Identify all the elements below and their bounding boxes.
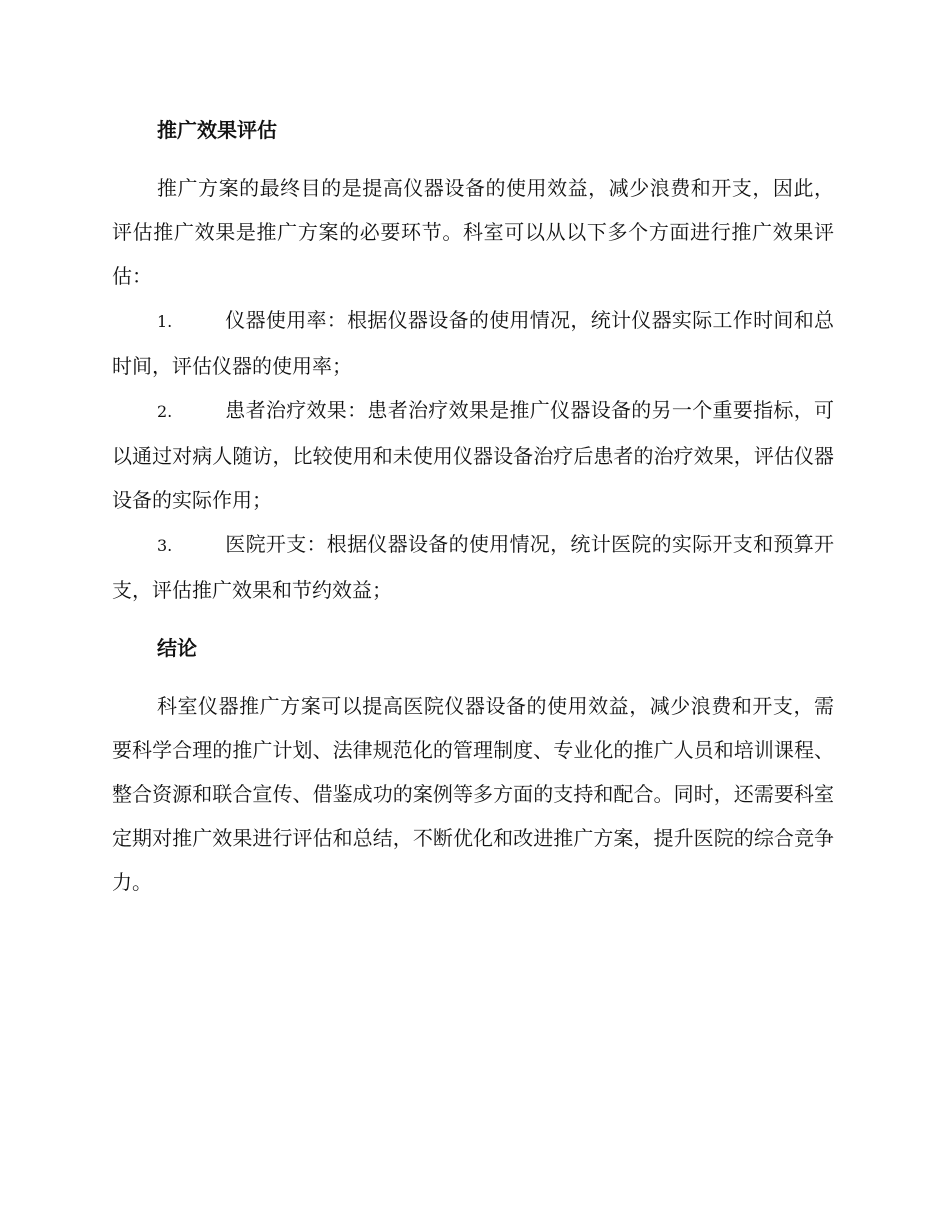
list-item-text: 患者治疗效果：患者治疗效果是推广仪器设备的另一个重要指标，可以通过对病人随访，比较使用和未使用仪器设备治疗后患者的治疗效果，评估仪器设备的实际作用； bbox=[112, 398, 834, 512]
section-heading-conclusion: 结论 bbox=[157, 636, 197, 660]
list-item bbox=[112, 388, 834, 522]
list-item bbox=[112, 298, 834, 388]
list-item-number: 2. bbox=[157, 402, 173, 421]
list-item-number: 3. bbox=[157, 536, 173, 555]
list-item-text: 仪器使用率：根据仪器设备的使用情况，统计仪器实际工作时间和总时间，评估仪器的使用率； bbox=[112, 308, 834, 378]
conclusion-paragraph: 科室仪器推广方案可以提高医院仪器设备的使用效益，减少浪费和开支，需要科学合理的推广计划、法律规范化的管理制度、专业化的推广人员和培训课程、整合资源和联合宣传、借鉴成功的案例等多方面的支持和配合。同时，还需要科室定期对推广效果进行评估和总结，不断优化和改进推广方案，提升医院的综合竞争力。 bbox=[112, 694, 834, 894]
list-item bbox=[112, 522, 834, 612]
list-item-number: 1. bbox=[157, 312, 173, 331]
list-item-text: 医院开支：根据仪器设备的使用情况，统计医院的实际开支和预算开支，评估推广效果和节约效益； bbox=[112, 532, 834, 602]
evaluation-intro-paragraph: 推广方案的最终目的是提高仪器设备的使用效益，减少浪费和开支，因此，评估推广效果是推广方案的必要环节。科室可以从以下多个方面进行推广效果评估： bbox=[112, 176, 834, 288]
document-content bbox=[112, 108, 834, 904]
section-heading-evaluation: 推广效果评估 bbox=[157, 118, 277, 142]
